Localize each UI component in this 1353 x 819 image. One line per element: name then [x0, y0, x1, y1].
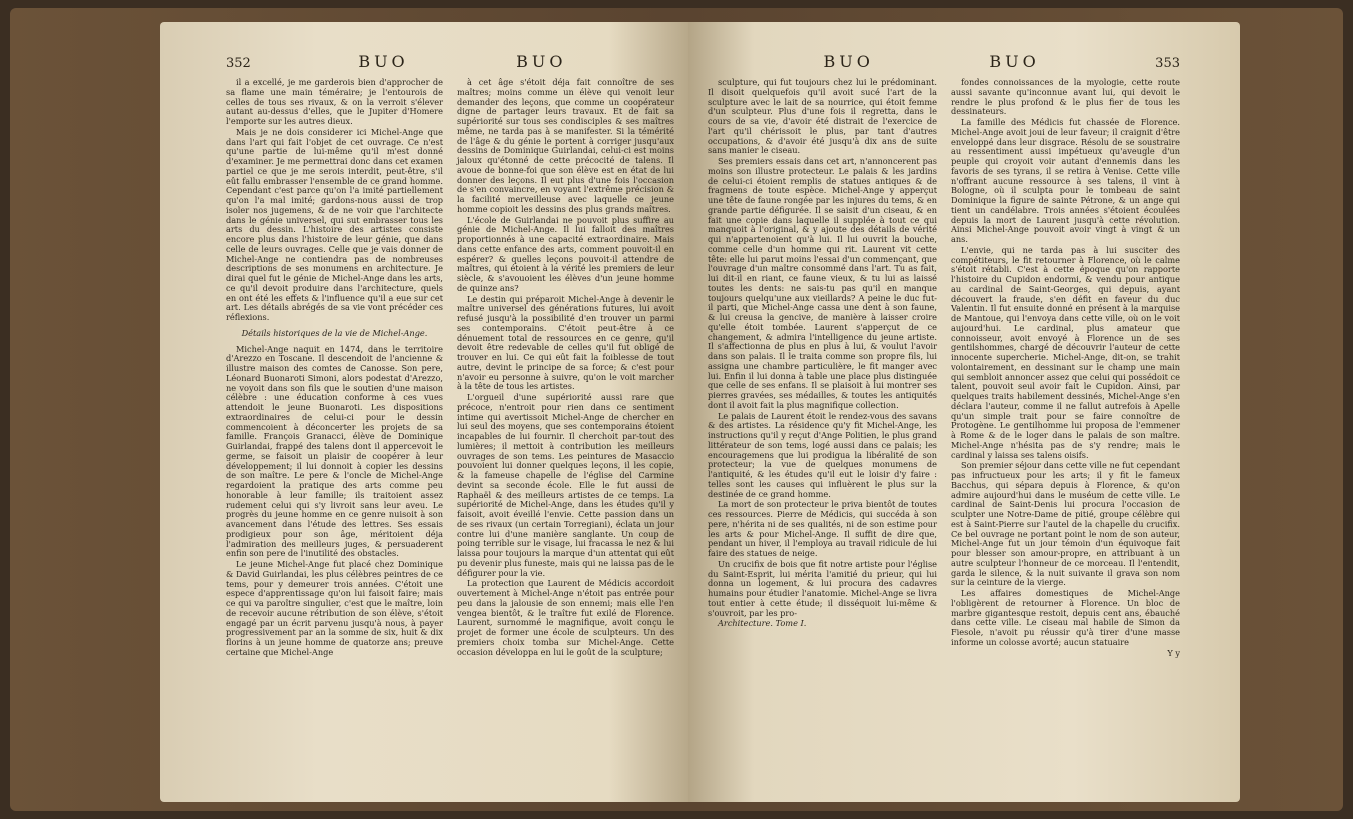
right-head-word-2: BUO: [989, 52, 1040, 71]
paragraph: sculpture, qui fut toujours chez lui le prédominant. Il disoit quelquefois qu'il avoit sucé l'art de la sculpture avec le lait de sa nourrice, qui étoit femme d'un sculpteur. Plus d'une fois il regretta, dans le cours de sa vie, d'avoir été distrait de l'exercice de l'art qu'il chérissoit le plus, par tant d'autres occupations, & d'avoir été jusqu'à dix ans de suite sans manier le ciseau.: [708, 77, 937, 156]
left-page-number: 352: [226, 56, 251, 71]
paragraph: Les affaires domestiques de Michel-Ange l'obligèrent de retourner à Florence. Un bloc de marbre gigantesque restoit, depuis cent ans, ébauché dans cette ville. Le ciseau mal habile de Simon da Fiesole, n'avoit pu réussir qu'à tirer d'une masse informe un colosse avorté; aucun statuaire: [951, 588, 1180, 647]
paragraph: Mais je ne dois considerer ici Michel-Ange que dans l'art qui fait l'objet de cet ouvrage. Ce n'est qu'une partie de lui-même qu'il m'est donné d'examiner. Je me permettrai donc dans cet examen partiel ce que je me serois interdit, peut-être, s'il eût fallu embrasser l'ensemble de ce grand homme. Cependant c'est parce qu'on l'a imité partiellement qu'on l'a mal imité; gardons-nous aussi de trop isoler nos jugemens, & de ne voir que l'architecte dans le génie universel, qui sut embrasser tous les arts du dessin. L'histoire des artistes consiste encore plus dans l'histoire de leur génie, que dans celle de leurs ouvrages. Celle que je vais donner de Michel-Ange ne contiendra pas de nombreuses descriptions de ses monumens en architecture. Je dirai quel fut le génie de Michel-Ange dans les arts, ce qu'il devoit produire dans l'architecture, quels en ont été les effets & l'influence qu'il a eue sur cet art. Les détails abrégés de sa vie vont précéder ces réflexions.: [226, 126, 443, 322]
open-book: [10, 8, 1343, 811]
right-page: [688, 22, 1240, 802]
right-running-head: [708, 52, 1180, 74]
paragraph: à cet âge s'étoit déja fait connoître de ses maîtres; moins comme un élève qui venoit leur demander des leçons, que comme un coopérateur digne de partager leurs travaux. Et de fait sa supériorité sur tous ses condisciples & ses maîtres même, ne tarda pas à se manifester. Si la témérité de l'âge & du génie le portent à corriger jusqu'aux dessins de Dominique Guirlandai, celui-ci est moins jaloux qu'étonné de cette précocité de talens. Il avoue de bonne-foi que son élève est en état de lui donner des leçons. Il eut plus d'une fois l'occasion de s'en convaincre, en voyant l'extrême précision & la facilité merveilleuse avec laquelle ce jeune homme copioit les dessins des plus grands maîtres.: [457, 77, 674, 214]
left-page: [160, 22, 688, 802]
paragraph: L'envie, qui ne tarda pas à lui susciter des compétiteurs, le fit retourner à Florence, où le calme s'étoit rétabli. C'est à cette époque qu'on rapporte l'histoire du Cupidon endormi, & vendu pour antique au cardinal de Saint-Georges, qui depuis, ayant découvert la fraude, s'en défit en faveur du duc Valentin. Il fut ensuite donné en présent à la marquise de Mantoue, qui l'envoya dans cette ville, où on le voit aujourd'hui. Le cardinal, plus amateur que connoisseur, avoit envoyé à Florence un de ses gentilshommes, chargé de découvrir l'auteur de cette innocente supercherie. Michel-Ange, dit-on, se trahit volontairement, en dessinant sur le champ une main qui sembloit annoncer assez que celui qui possédoit ce talent, pouvoit seul avoir fait le Cupidon. Ainsi, par quelques traits habilement dessinés, Michel-Ange s'en déclara l'auteur, comme il ne fallut autrefois à Apelle qu'un simple trait pour se faire connoître de Protogène. Le gentilhomme lui proposa de l'emmener à Rome & de le loger dans le palais de son maître. Michel-Ange n'hésita pas de s'y rendre; mais le cardinal y laissa ses talens oisifs.: [951, 244, 1180, 460]
paragraph: Le palais de Laurent étoit le rendez-vous des savans & des artistes. La résidence qu'y fit Michel-Ange, les instructions qu'il y reçut d'Ange Politien, le plus grand littérateur de son tems, logé aussi dans ce palais; les encouragemens que lui prodigua la libéralité de son protecteur; la vue de quelques monumens de l'antiquité, & les études qu'il eut le loisir d'y faire : telles sont les causes qui influèrent le plus sur la destinée de ce grand homme.: [708, 410, 937, 499]
paragraph: Michel-Ange naquit en 1474, dans le territoire d'Arezzo en Toscane. Il descendoit de l'ancienne & illustre maison des comtes de Canosse. Son pere, Léonard Buonaroti Simoni, alors podestat d'Arezzo, ne voyoit dans son fils que le soutien d'une maison célèbre : une éducation conforme à ces vues attendoit le jeune Buonaroti. Les dispositions extraordinaires de celui-ci pour le dessin commencoient à déconcerter les projets de sa famille. François Granacci, élève de Dominique Guirlandai, frappé des talens dont il appercevoit le germe, se faisoit un plaisir de coopérer à leur développement; il lui donnoit à copier les dessins de son maître. Le pere & l'oncle de Michel-Ange regardoient la pratique des arts comme peu honorable à leur famille; ils traitoient assez rudement celui qui s'y livroit sans leur aveu. Le progrès du jeune homme en ce genre nuisoit à son avancement dans l'étude des lettres. Ses essais prodigieux pour son âge, méritoient déja l'admiration des meilleurs juges, & persuaderent enfin son pere de l'inutilité des obstacles.: [226, 343, 443, 559]
left-column-1: [226, 78, 443, 659]
paragraph: Un crucifix de bois que fit notre artiste pour l'église du Saint-Esprit, lui mérita l'amitié du prieur, qui lui donna un logement, & lui procura des cadavres humains pour étudier l'anatomie. Michel-Ange se livra tout entier à cette étude; il disséquoit lui-même & s'ouvroit, par les pro-: [708, 558, 937, 618]
paragraph: La famille des Médicis fut chassée de Florence. Michel-Ange avoit joui de leur faveur; il craignit d'être enveloppé dans leur disgrace. Résolu de se soustraire au ressentiment aussi impétueux qu'aveugle d'un peuple qui croyoit voir autant d'ennemis dans les favoris de ses tyrans, il se retira à Venise. Cette ville n'offrant aucune ressource à ses talens, il vint à Bologne, où il sculpta pour le tombeau de saint Dominique la figure de sainte Pétrone, & un ange qui tient un candélabre. Trois années s'étoient écoulées depuis la mort de Laurent jusqu'à cette révolution. Ainsi Michel-Ange pouvoit avoir vingt à vingt & un ans.: [951, 117, 1180, 244]
paragraph: fondes connoissances de la myologie, cette route aussi savante qu'inconnue avant lui, qui devoit le rendre le plus profond & le plus fier de tous les dessinateurs.: [951, 77, 1180, 117]
paragraph: Le jeune Michel-Ange fut placé chez Dominique & David Guirlandai, les plus célèbres peintres de ce tems, pour y demeurer trois années. C'étoit une espece d'apprentissage qu'on lui faisoit faire; mais ce qui va paroître singulier, c'est que le maître, loin de recevoir aucune rétribution de son élève, s'étoit engagé par un écrit parvenu jusqu'à nous, à payer progressivement par an la somme de six, huit & dix florins à un jeune homme de quatorze ans; preuve certaine que Michel-Ange: [226, 559, 443, 657]
right-head-word-1: BUO: [823, 52, 874, 71]
section-heading: Détails historiques de la vie de Michel-Ange.: [241, 327, 428, 338]
signature-mark: Y y: [1167, 647, 1180, 658]
paragraph: Son premier séjour dans cette ville ne fut cependant pas infructueux pour les arts; il y fit le fameux Bacchus, qui sépara depuis à Florence, & qu'on admire aujourd'hui dans le muséum de cette ville. Le cardinal de Saint-Denis lui procura l'occasion de sculpter une Notre-Dame de pitié, groupe célèbre qui est à Saint-Pierre sur l'autel de la chapelle du crucifix. Ce bel ouvrage ne portant point le nom de son auteur, Michel-Ange fut un jour témoin d'un équivoque fait pour blesser son amour-propre, en attribuant à un autre sculpteur l'honneur de ce morceau. Il l'entendit, garda le silence, & la nuit suivante il grava son nom sur la ceinture de la vierge.: [951, 460, 1180, 588]
right-page-number: 353: [1155, 56, 1180, 71]
paragraph: Ses premiers essais dans cet art, n'annoncerent pas moins son illustre protecteur. Le palais & les jardins de celui-ci étoient remplis de statues antiques & de fragmens de toute espèce. Michel-Ange y apperçut une tête de faune rongée par les injures du tems, & en grande partie défigurée. Il se saisit d'un ciseau, & en fait une copie dans laquelle il supplée à tout ce qui manquoit à l'original, & y ajoute des détails de vérité qui n'appartenoient qu'à lui. Il lui ouvrit la bouche, comme celle d'un homme qui rit. Laurent vit cette tête: elle lui parut moins l'essai d'un commençant, que l'ouvrage d'un maître consommé dans l'art. Tu as fait, lui dit-il en riant, ce faune vieux, & tu lui as laissé toutes les dents: ne sais-tu pas qu'il en manque toujours quelqu'une aux vieillards? A peine le duc fut-il parti, que Michel-Ange cassa une dent à son faune, & lui creusa la gencive, de manière à laisser croire qu'elle étoit tombée. Laurent s'apperçut de ce changement, & admira l'intelligence du jeune artiste. Il s'affectionna de plus en plus à lui, & voulut l'avoir dans son palais. Il le traita comme son propre fils, lui assigna une chambre particulière, le fit manger avec lui. Enfin il lui donna à table une place plus distinguée que celle de ses enfans. Il se plaisoit à lui montrer ses pierres gravées, ses médailles, & toutes les antiquités dont il avoit fait la plus magnifique collection.: [708, 156, 937, 410]
footer-signature: Architecture. Tome I.: [718, 618, 807, 629]
paragraph: il a excellé, je me garderois bien d'approcher de sa flame une main téméraire; je l'entourois de celles de tous ses rivaux, & on la verroit s'élever autant au-dessus d'elles, que le Jupiter d'Homere l'emporte sur les autres dieux.: [226, 77, 443, 126]
left-running-head: [226, 52, 674, 74]
right-column-1: [708, 78, 937, 659]
paragraph: L'école de Guirlandai ne pouvoit plus suffire au génie de Michel-Ange. Il lui falloit des maîtres proportionnés à une capacité extraordinaire. Mais dans cette enfance des arts, comment pouvoit-il en espérer? & quelles leçons pouvoit-il attendre de maîtres, qui étoient à la vérité les premiers de leur siècle, & s'avouoient les élèves d'un jeune homme de quinze ans?: [457, 214, 674, 293]
left-head-word-2: BUO: [516, 52, 567, 71]
left-head-word-1: BUO: [358, 52, 409, 71]
paragraph: La protection que Laurent de Médicis accordoit ouvertement à Michel-Ange n'étoit pas entrée pour peu dans la jalousie de son ennemi; mais elle l'en vengea bientôt, & le traître fut exilé de Florence. Laurent, surnommé le magnifique, avoit conçu le projet de former une école de sculpteurs. Un des premiers choix tomba sur Michel-Ange. Cette occasion développa en lui le goût de la sculpture;: [457, 578, 674, 657]
paragraph: L'orgueil d'une supériorité aussi rare que précoce, n'entroit pour rien dans ce sentiment intime qui avertissoit Michel-Ange de chercher en lui seul des moyens, que ses contemporains étoient incapables de lui fournir. Il cherchoit par-tout des lumières; il mettoit à contribution les meilleurs ouvrages de son tems. Les peintures de Masaccio pouvoient lui donner quelques leçons, il les copie, & la fameuse chapelle de l'église del Carmine devint sa seconde école. Elle le fut aussi de Raphaël & des meilleurs artistes de ce temps. La supériorité de Michel-Ange, dans les études qu'il y faisoit, avoit éveillé l'envie. Cette passion dans un de ses rivaux (un certain Torregiani), éclata un jour contre lui d'une manière sanglante. Un coup de poing terrible sur le visage, lui fracassa le nez & lui laissa pour toujours la marque d'un attentat qui eût pu devenir plus funeste, mais qui ne laissa pas de le défigurer pour la vie.: [457, 392, 674, 578]
paragraph: La mort de son protecteur le priva bientôt de toutes ces ressources. Pierre de Médicis, qui succéda à son pere, n'hérita ni de ses qualités, ni de son estime pour les arts & pour Michel-Ange. Il suffit de dire que, pendant un hiver, il l'employa au travail ridicule de lui faire des statues de neige.: [708, 499, 937, 558]
right-column-2: [951, 78, 1180, 659]
paragraph: Le destin qui préparoit Michel-Ange à devenir le maître universel des générations futures, lui avoit refusé jusqu'à la possibilité d'en trouver un parmi ses contemporains. C'étoit peut-être à ce dénuement total de ressources en ce genre, qu'il devoit être redevable de celles qu'il fut obligé de trouver en lui. Ce qui eût fait la foiblesse de tout autre, devint le principe de sa force; & c'est pour n'avoir eu personne à suivre, qu'on le voit marcher à la tête de tous les artistes.: [457, 293, 674, 392]
left-column-2: [457, 78, 674, 659]
